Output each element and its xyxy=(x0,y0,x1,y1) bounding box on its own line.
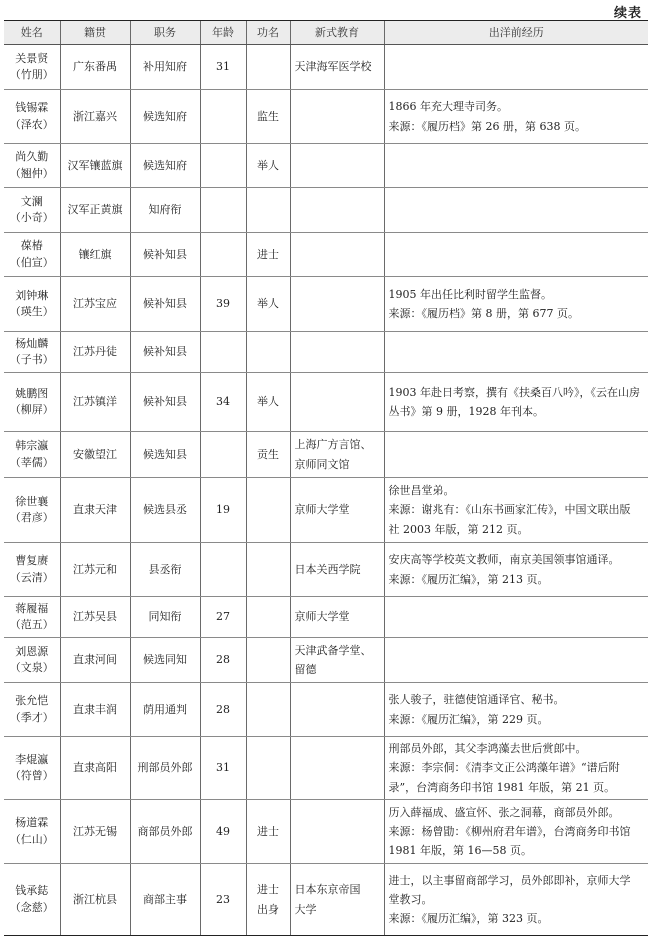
experience-line: 来源：《履历汇编》，第 229 页。 xyxy=(388,712,549,726)
courtesy-name: （瑛生） xyxy=(9,305,54,318)
table-row xyxy=(4,864,648,936)
official-name: 钱锡霖 xyxy=(15,101,49,114)
courtesy-name: （柳屏） xyxy=(9,403,54,416)
column-header-degree: 功名 xyxy=(246,21,290,45)
official-name: 关景贤 xyxy=(15,51,49,65)
experience-cell xyxy=(384,864,648,936)
native-place-cell: 广东番禺 xyxy=(60,45,130,90)
official-name: 尚久勤 xyxy=(15,150,49,163)
experience-line: 社 2003 年版，第 212 页。 xyxy=(388,522,529,536)
table-row xyxy=(4,432,648,478)
table-row xyxy=(4,683,648,737)
name-cell xyxy=(4,864,60,936)
age-cell xyxy=(200,144,246,188)
experience-line: 堂教习。 xyxy=(388,892,433,906)
experience-line: 来源：《履历档》第 8 册，第 677 页。 xyxy=(388,307,579,320)
courtesy-name: （云清） xyxy=(9,570,54,584)
post-cell: 候补知县 xyxy=(130,332,200,373)
age-cell: 31 xyxy=(200,737,246,800)
column-header-new-education: 新式教育 xyxy=(290,21,384,45)
new-education-cell xyxy=(290,90,384,144)
table-row xyxy=(4,373,648,432)
new-education-cell xyxy=(290,432,384,478)
native-place-cell: 江苏吴县 xyxy=(60,597,130,638)
age-cell xyxy=(200,332,246,373)
name-cell xyxy=(4,277,60,332)
name-cell xyxy=(4,638,60,683)
official-name: 杨道霖 xyxy=(15,816,49,829)
new-education-cell xyxy=(290,478,384,543)
official-name: 曹复赓 xyxy=(15,554,49,567)
education-line: 上海广方言馆、 xyxy=(294,438,372,452)
experience-line: 来源：杨曾勖：《柳州府君年谱》，台湾商务印书馆 xyxy=(388,824,631,838)
post-cell: 刑部员外郎 xyxy=(130,737,200,800)
experience-cell xyxy=(384,432,648,478)
name-cell xyxy=(4,597,60,638)
table-row xyxy=(4,478,648,543)
table-continued-caption: 续表 xyxy=(613,6,642,21)
native-place-cell: 江苏宝应 xyxy=(60,277,130,332)
name-cell xyxy=(4,188,60,233)
experience-line: 来源：《履历汇编》，第 213 页。 xyxy=(388,572,549,586)
education-line: 留德 xyxy=(294,663,317,676)
post-cell: 县丞衔 xyxy=(130,543,200,597)
degree-cell xyxy=(246,45,290,90)
post-cell: 候选同知 xyxy=(130,638,200,683)
age-cell: 34 xyxy=(200,373,246,432)
name-cell xyxy=(4,233,60,277)
native-place-cell: 直隶高阳 xyxy=(60,737,130,800)
experience-line: 1981 年版，第 16—58 页。 xyxy=(388,844,532,858)
experience-cell xyxy=(384,188,648,233)
post-cell: 候选县丞 xyxy=(130,478,200,543)
experience-line: 丛书》第 9 册，1928 年刊本。 xyxy=(388,405,544,418)
name-cell xyxy=(4,373,60,432)
native-place-cell: 江苏丹徒 xyxy=(60,332,130,373)
courtesy-name: （子书） xyxy=(9,353,54,366)
experience-line: 1905 年出任比利时留学生监督。 xyxy=(388,287,552,301)
courtesy-name: （竹朋） xyxy=(9,68,54,81)
official-name: 文澜 xyxy=(20,194,43,208)
education-line: 京师大学堂 xyxy=(294,610,350,624)
courtesy-name: （伯宣） xyxy=(9,255,54,269)
age-cell: 39 xyxy=(200,277,246,332)
degree-cell xyxy=(246,332,290,373)
table-row xyxy=(4,144,648,188)
table-row xyxy=(4,332,648,373)
age-cell xyxy=(200,432,246,478)
experience-cell xyxy=(384,277,648,332)
experience-line: 来源：《履历汇编》，第 323 页。 xyxy=(388,912,549,926)
age-cell xyxy=(200,188,246,233)
new-education-cell xyxy=(290,683,384,737)
courtesy-name: （小奇） xyxy=(9,211,54,224)
courtesy-name: （季才） xyxy=(9,710,54,724)
degree-cell: 举人 xyxy=(246,277,290,332)
native-place-cell: 镶红旗 xyxy=(60,233,130,277)
experience-cell xyxy=(384,638,648,683)
column-header-age: 年龄 xyxy=(200,21,246,45)
post-cell: 商部员外郎 xyxy=(130,800,200,864)
new-education-cell xyxy=(290,864,384,936)
official-roster-table xyxy=(4,20,648,936)
official-name: 刘钟琳 xyxy=(15,288,49,302)
official-name: 张允恺 xyxy=(15,694,49,707)
age-cell: 49 xyxy=(200,800,246,864)
experience-line: 徐世昌堂弟。 xyxy=(388,484,455,498)
new-education-cell xyxy=(290,144,384,188)
experience-cell xyxy=(384,90,648,144)
experience-cell xyxy=(384,800,648,864)
education-line: 京师同文馆 xyxy=(294,457,350,471)
native-place-cell: 汉军正黄旗 xyxy=(60,188,130,233)
degree-cell xyxy=(246,683,290,737)
education-line: 天津海军医学校 xyxy=(294,60,372,74)
post-cell: 候选知县 xyxy=(130,432,200,478)
age-cell: 27 xyxy=(200,597,246,638)
degree-cell: 举人 xyxy=(246,373,290,432)
degree-cell xyxy=(246,737,290,800)
table-row xyxy=(4,45,648,90)
experience-line: 历入薛福成、盛宣怀、张之洞幕，商部员外郎。 xyxy=(388,805,620,819)
table-row xyxy=(4,188,648,233)
experience-line: 录”，台湾商务印书馆 1981 年版，第 21 页。 xyxy=(388,780,616,794)
experience-line: 刑部员外郎，其父李鸿藻去世后赏郎中。 xyxy=(388,742,587,756)
degree-cell xyxy=(246,478,290,543)
new-education-cell xyxy=(290,800,384,864)
education-line: 大学 xyxy=(294,902,317,916)
experience-cell xyxy=(384,332,648,373)
degree-cell: 监生 xyxy=(246,90,290,144)
age-cell xyxy=(200,233,246,277)
column-header-name: 姓名 xyxy=(4,21,60,45)
official-name: 钱承鋕 xyxy=(15,884,49,897)
column-header-prior-experience: 出洋前经历 xyxy=(384,21,648,45)
experience-line: 来源：谢兆有：《山东书画家汇传》，中国文联出版 xyxy=(388,503,631,517)
official-name: 徐世襄 xyxy=(15,494,49,508)
post-cell: 候补知县 xyxy=(130,277,200,332)
experience-cell xyxy=(384,233,648,277)
courtesy-name: （仁山） xyxy=(9,832,54,846)
name-cell xyxy=(4,478,60,543)
post-cell: 知府衔 xyxy=(130,188,200,233)
column-header-native-place: 籍贯 xyxy=(60,21,130,45)
experience-line: 1903 年赴日考察，撰有《扶桑百八吟》，《云在山房 xyxy=(388,385,640,399)
name-cell xyxy=(4,683,60,737)
table-row xyxy=(4,90,648,144)
age-cell xyxy=(200,543,246,597)
courtesy-name: （文泉） xyxy=(9,661,54,674)
new-education-cell xyxy=(290,543,384,597)
name-cell xyxy=(4,144,60,188)
experience-cell xyxy=(384,683,648,737)
age-cell xyxy=(200,90,246,144)
name-cell xyxy=(4,332,60,373)
experience-cell xyxy=(384,478,648,543)
native-place-cell: 江苏元和 xyxy=(60,543,130,597)
name-cell xyxy=(4,737,60,800)
table-row xyxy=(4,597,648,638)
official-name: 蒋履福 xyxy=(15,601,49,615)
native-place-cell: 直隶河间 xyxy=(60,638,130,683)
post-cell: 商部主事 xyxy=(130,864,200,936)
post-cell: 候选知府 xyxy=(130,144,200,188)
post-cell: 候补知县 xyxy=(130,373,200,432)
age-cell: 19 xyxy=(200,478,246,543)
name-cell xyxy=(4,800,60,864)
name-cell xyxy=(4,45,60,90)
column-header-post: 职务 xyxy=(130,21,200,45)
experience-cell xyxy=(384,543,648,597)
official-name: 葆椿 xyxy=(20,239,43,252)
degree-cell: 进士 xyxy=(246,233,290,277)
experience-cell xyxy=(384,373,648,432)
age-cell: 28 xyxy=(200,638,246,683)
name-cell xyxy=(4,543,60,597)
age-cell: 23 xyxy=(200,864,246,936)
table-row xyxy=(4,638,648,683)
degree-cell: 进士 出身 xyxy=(246,864,290,936)
native-place-cell: 直隶丰润 xyxy=(60,683,130,737)
new-education-cell xyxy=(290,233,384,277)
table-row xyxy=(4,543,648,597)
degree-cell xyxy=(246,543,290,597)
table-header-row xyxy=(4,21,648,45)
native-place-cell: 直隶天津 xyxy=(60,478,130,543)
name-cell xyxy=(4,90,60,144)
new-education-cell xyxy=(290,332,384,373)
age-cell: 28 xyxy=(200,683,246,737)
table-body xyxy=(4,45,648,936)
native-place-cell: 江苏镇洋 xyxy=(60,373,130,432)
official-name: 姚鹏图 xyxy=(15,386,49,400)
courtesy-name: （念慈） xyxy=(9,900,54,914)
official-name: 李焜瀛 xyxy=(15,752,49,766)
degree-cell: 进士 xyxy=(246,800,290,864)
post-cell: 荫用通判 xyxy=(130,683,200,737)
courtesy-name: （范五） xyxy=(9,618,54,631)
official-name: 刘恩源 xyxy=(15,644,49,658)
courtesy-name: （莘儒） xyxy=(9,455,54,469)
experience-cell xyxy=(384,144,648,188)
native-place-cell: 江苏无锡 xyxy=(60,800,130,864)
post-cell: 补用知府 xyxy=(130,45,200,90)
new-education-cell xyxy=(290,45,384,90)
official-name: 韩宗瀛 xyxy=(15,439,49,452)
experience-cell xyxy=(384,737,648,800)
native-place-cell: 安徽望江 xyxy=(60,432,130,478)
table-row xyxy=(4,800,648,864)
education-line: 天津武备学堂、 xyxy=(294,643,372,657)
official-name: 杨灿麟 xyxy=(15,336,49,350)
experience-line: 来源：《履历档》第 26 册，第 638 页。 xyxy=(388,119,586,133)
native-place-cell: 浙江嘉兴 xyxy=(60,90,130,144)
table-row xyxy=(4,233,648,277)
experience-line: 进士，以主事留商部学习，员外郎即补，京师大学 xyxy=(388,873,631,887)
courtesy-name: （泽农） xyxy=(9,117,54,131)
education-line: 日本关西学院 xyxy=(294,562,361,576)
native-place-cell: 浙江杭县 xyxy=(60,864,130,936)
post-cell: 同知衔 xyxy=(130,597,200,638)
experience-line: 张人骏子，驻德使馆通译官、秘书。 xyxy=(388,693,565,707)
post-cell: 候补知县 xyxy=(130,233,200,277)
experience-cell xyxy=(384,597,648,638)
age-cell: 31 xyxy=(200,45,246,90)
courtesy-name: （君彦） xyxy=(9,511,54,524)
degree-cell: 贡生 xyxy=(246,432,290,478)
education-line: 日本东京帝国 xyxy=(294,883,361,897)
education-line: 京师大学堂 xyxy=(294,503,350,517)
degree-cell: 举人 xyxy=(246,144,290,188)
courtesy-name: （翘仲） xyxy=(9,166,54,180)
experience-line: 来源：李宗侗：《清李文正公鸿藻年谱》“谱后附 xyxy=(388,761,620,775)
native-place-cell: 汉军镶蓝旗 xyxy=(60,144,130,188)
post-cell: 候选知府 xyxy=(130,90,200,144)
new-education-cell xyxy=(290,597,384,638)
table-row xyxy=(4,737,648,800)
new-education-cell xyxy=(290,373,384,432)
new-education-cell xyxy=(290,277,384,332)
experience-line: 1866 年充大理寺司务。 xyxy=(388,100,508,114)
new-education-cell xyxy=(290,638,384,683)
new-education-cell xyxy=(290,737,384,800)
table-row xyxy=(4,277,648,332)
name-cell xyxy=(4,432,60,478)
new-education-cell xyxy=(290,188,384,233)
experience-cell xyxy=(384,45,648,90)
degree-cell xyxy=(246,638,290,683)
courtesy-name: （符曾） xyxy=(9,769,54,782)
experience-line: 安庆高等学校英文教师，南京美国领事馆通译。 xyxy=(388,553,620,567)
degree-cell xyxy=(246,597,290,638)
degree-cell xyxy=(246,188,290,233)
